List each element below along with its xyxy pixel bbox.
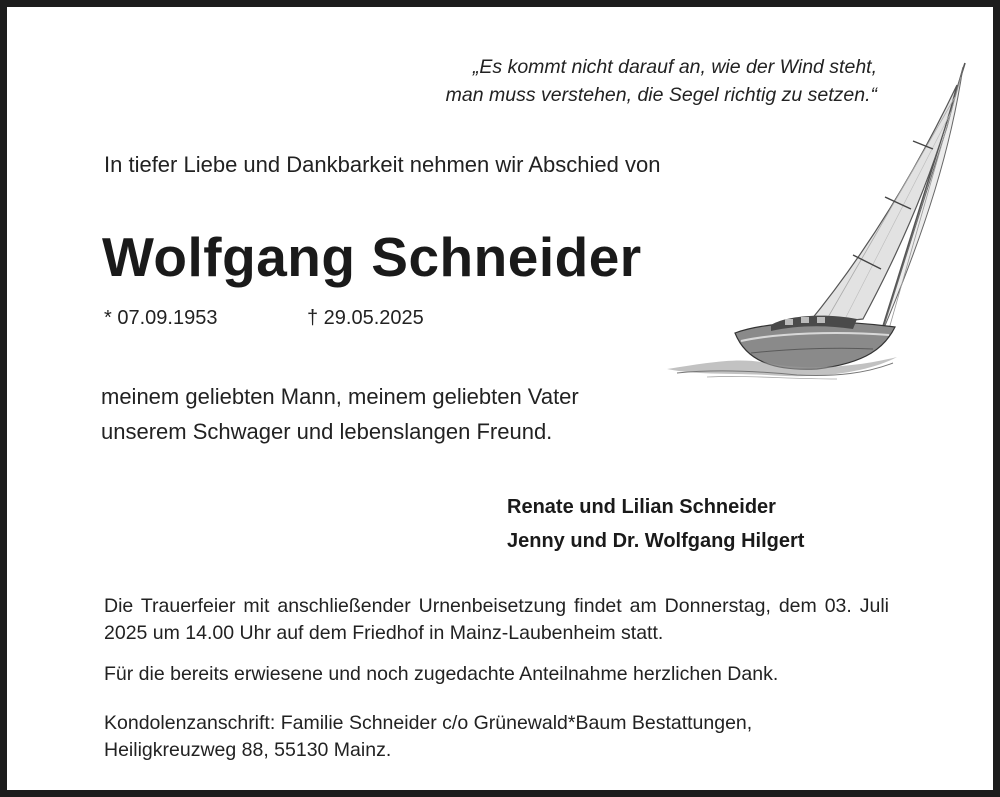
family-line-2: Jenny und Dr. Wolfgang Hilgert	[507, 530, 805, 552]
death-date: † 29.05.2025	[307, 307, 424, 329]
sailboat-icon	[667, 57, 967, 382]
relations-text	[101, 379, 579, 449]
quote-line-2: man muss verstehen, die Segel richtig zu setzen.“	[445, 84, 877, 106]
birth-date: * 07.09.1953	[104, 307, 218, 329]
ceremony-text: Die Trauerfeier mit anschließender Urnenbeisetzung findet am Donnerstag, dem 03. Juli 2025 um 14.00 Uhr auf dem Friedhof in Mainz-Laubenheim statt.	[104, 595, 889, 644]
relations-line-2: unserem Schwager und lebenslangen Freund.	[101, 419, 553, 444]
condolence-line-2: Heiligkreuzweg 88, 55130 Mainz.	[104, 739, 392, 761]
family-signature	[507, 490, 804, 558]
condolence-text	[104, 710, 889, 764]
thanks-text: Für die bereits erwiesene und noch zugedachte Anteilnahme herzlichen Dank.	[104, 663, 779, 685]
deceased-name: Wolfgang Schneider	[102, 226, 642, 288]
condolence-line-1: Kondolenzanschrift: Familie Schneider c/o Grünewald*Baum Bestattungen,	[104, 712, 753, 734]
quote-line-1: „Es kommt nicht darauf an, wie der Wind steht,	[472, 56, 877, 78]
family-line-1: Renate und Lilian Schneider	[507, 496, 776, 518]
intro-text: In tiefer Liebe und Dankbarkeit nehmen wir Abschied von	[104, 152, 661, 177]
relations-line-1: meinem geliebten Mann, meinem geliebten Vater	[101, 384, 579, 409]
